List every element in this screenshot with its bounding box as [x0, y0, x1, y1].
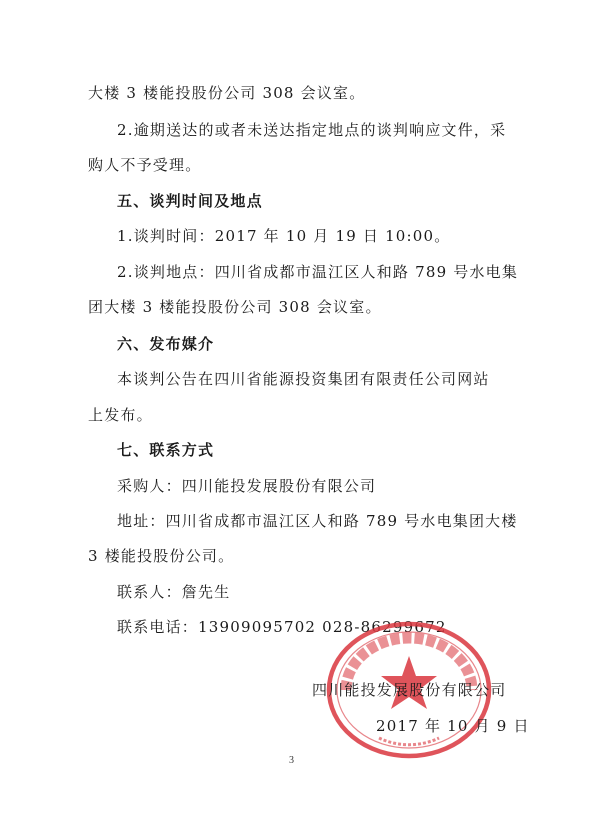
signature-date: 2017 年 10 月 9 日 — [376, 717, 530, 735]
body-line: 3 楼能投股份公司。 — [88, 547, 235, 565]
body-line: 上发布。 — [88, 406, 153, 424]
body-line: 团大楼 3 楼能投股份公司 308 会议室。 — [88, 298, 382, 316]
section-heading-contact: 七、联系方式 — [117, 441, 215, 459]
section-heading-media: 六、发布媒介 — [117, 335, 215, 353]
body-line: 购人不予受理。 — [88, 156, 202, 174]
section-heading-time-location: 五、谈判时间及地点 — [117, 192, 263, 210]
body-line: 大楼 3 楼能投股份公司 308 会议室。 — [88, 84, 366, 102]
body-line: 地址：四川省成都市温江区人和路 789 号水电集团大楼 — [117, 512, 518, 530]
body-line: 1.谈判时间：2017 年 10 月 19 日 10:00。 — [117, 227, 451, 245]
seal-bottom-code — [379, 738, 439, 745]
body-line: 本谈判公告在四川省能源投资集团有限责任公司网站 — [117, 370, 490, 388]
body-line: 联系电话：13909095702 028-86299672 — [117, 618, 447, 636]
body-line: 联系人：詹先生 — [117, 583, 231, 601]
body-line: 2.逾期送达的或者未送达指定地点的谈判响应文件，采 — [117, 121, 507, 139]
body-line: 采购人：四川能投发展股份有限公司 — [117, 477, 377, 495]
signature-company: 四川能投发展股份有限公司 — [312, 681, 507, 699]
page-number: 3 — [289, 755, 294, 766]
body-line: 2.谈判地点：四川省成都市温江区人和路 789 号水电集 — [117, 263, 519, 281]
